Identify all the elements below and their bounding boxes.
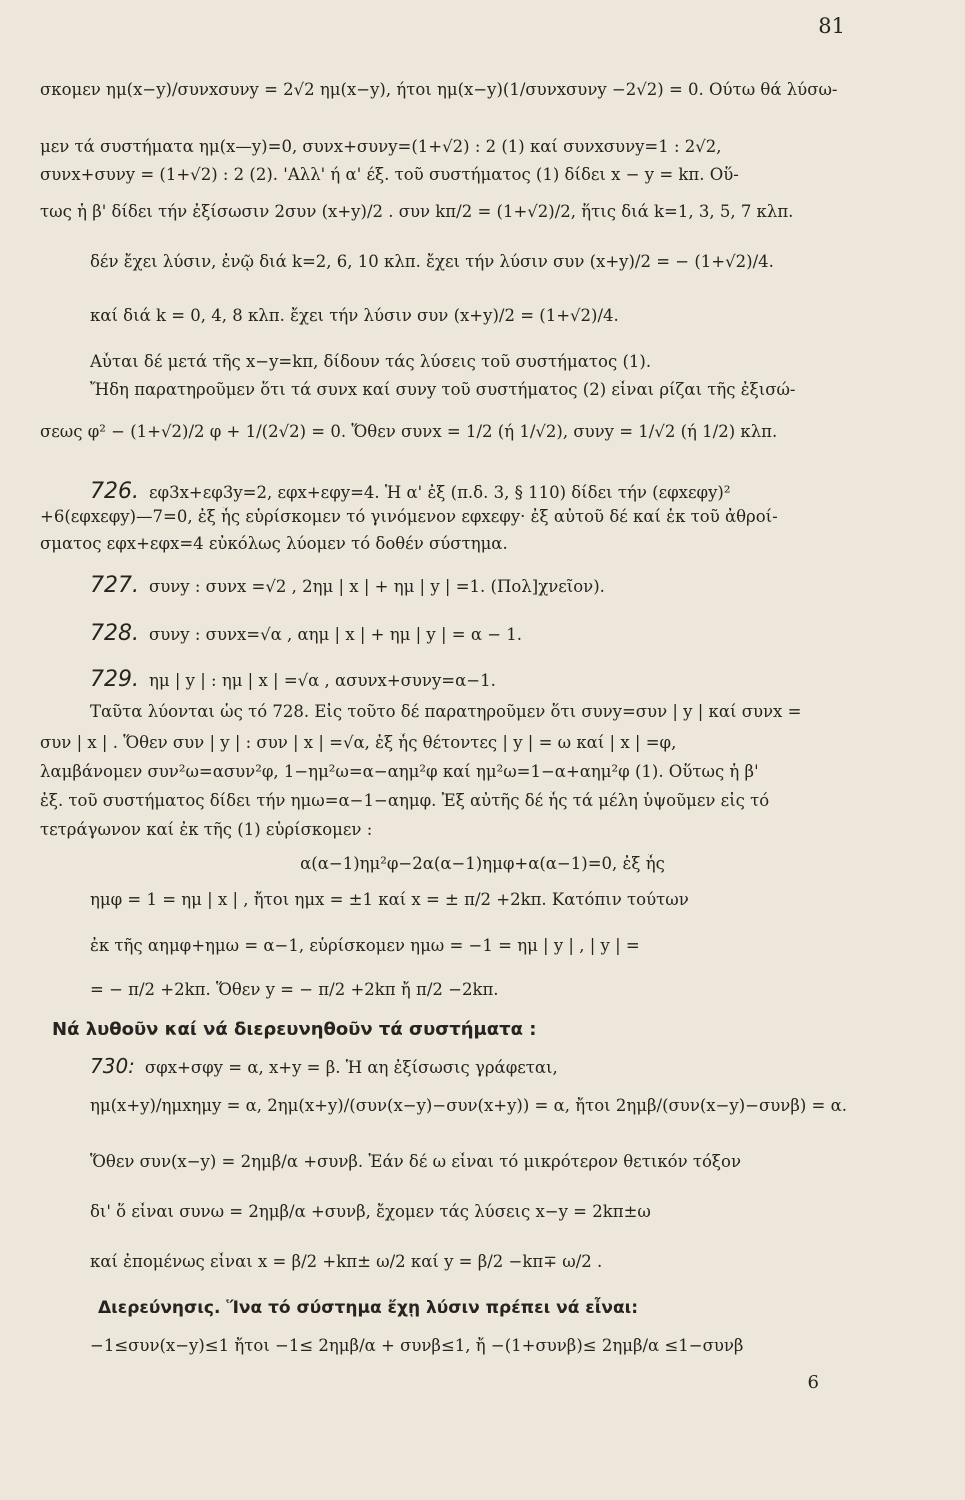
discussion-heading: Διερεύνησις. Ἵνα τό σύστημα ἔχῃ λύσιν πρέπει νά εἶναι:	[98, 1298, 639, 1318]
exercise-729	[90, 666, 905, 694]
equation-line: ημ(x+y)/ημxημy = α, 2ημ(x+y)/(συν(x−y)−συν(x+y)) = α, ἤτοι 2ημβ/(συν(x−y)−συνβ) = α.	[90, 1096, 848, 1115]
page-number-top: 81	[818, 14, 845, 38]
text-line: συνy : συνx=√α , αημ | x | + ημ | y | = α − 1.	[148, 625, 523, 644]
exercise-number: 726.	[90, 479, 139, 504]
text-line: ἐκ τῆς αημφ+ημω = α−1, εὑρίσκομεν ημω = −1 = ημ | y | , | y | =	[90, 936, 640, 955]
text-line: Ἤδη παρατηροῦμεν ὅτι τά συνx καί συνy τοῦ συστήματος (2) εἶναι ρίζαι τῆς ἐξισώ-	[90, 380, 796, 399]
exercise-number: 729.	[90, 667, 139, 692]
text-line: σεως φ² − (1+√2)/2 φ + 1/(2√2) = 0. Ὅθεν συνx = 1/2 (ή 1/√2), συνy = 1/√2 (ή 1/2) κλπ.	[40, 422, 778, 441]
text-line: μεν τά συστήματα ημ(x—y)=0, συνx+συνy=(1+√2) : 2 (1) καί συνxσυνy=1 : 2√2,	[40, 137, 722, 156]
exercise-727	[90, 572, 905, 600]
text-line: +6(εφxεφy)—7=0, ἐξ ἧς εὑρίσκομεν τό γινόμενον εφxεφy· ἐξ αὐτοῦ δέ καί ἐκ τοῦ ἀθροί-	[40, 507, 778, 526]
text-line: σφx+σφy = α, x+y = β. Ἡ αη ἐξίσωσις γράφεται,	[144, 1058, 558, 1077]
exercise-726	[90, 478, 905, 506]
text-line: δι' ὅ εἶναι συνω = 2ημβ/α +συνβ, ἔχομεν τάς λύσεις x−y = 2kπ±ω	[90, 1202, 651, 1221]
text-line: ἐξ. τοῦ συστήματος δίδει τήν ημω=α−1−αημφ. Ἐξ αὐτῆς δέ ἧς τά μέλη ὑψοῦμεν εἰς τό	[40, 791, 770, 810]
text-line: −1≤συν(x−y)≤1 ἤτοι −1≤ 2ημβ/α + συνβ≤1, ἤ −(1+συνβ)≤ 2ημβ/α ≤1−συνβ	[90, 1336, 744, 1355]
text-line: Αὗται δέ μετά τῆς x−y=kπ, δίδουν τάς λύσεις τοῦ συστήματος (1).	[90, 352, 652, 371]
text-line: ημ | y | : ημ | x | =√α , ασυνx+συνy=α−1.	[148, 671, 496, 690]
text-line: δέν ἔχει λύσιν, ἐνῷ διά k=2, 6, 10 κλπ. ἔχει τήν λύσιν συν (x+y)/2 = − (1+√2)/4.	[90, 252, 774, 271]
text-line: καί ἐπομένως εἶναι x = β/2 +kπ± ω/2 καί y = β/2 −kπ∓ ω/2 .	[90, 1252, 603, 1271]
text-line: συν | x | . Ὅθεν συν | y | : συν | x | =√α, ἐξ ἧς θέτοντες | y | = ω καί | x | =φ,	[40, 733, 677, 752]
text-line: εφ3x+εφ3y=2, εφx+εφy=4. Ἡ α' ἐξ (π.δ. 3, § 110) δίδει τήν (εφxεφy)²	[148, 483, 731, 502]
text-line: λαμβάνομεν συν²ω=ασυν²φ, 1−ημ²ω=α−αημ²φ καί ημ²ω=1−α+αημ²φ (1). Οὕτως ἡ β'	[40, 762, 759, 781]
exercise-728	[90, 620, 905, 648]
page-number-bottom: 6	[807, 1372, 819, 1393]
text-line: = − π/2 +2kπ. Ὅθεν y = − π/2 +2kπ ἤ π/2 −2kπ.	[90, 980, 499, 999]
section-heading: Νά λυθοῦν καί νά διερευνηθοῦν τά συστήματα :	[52, 1019, 537, 1040]
exercise-number: 730:	[90, 1054, 135, 1078]
text-line: συνx+συνy = (1+√2) : 2 (2). 'Αλλ' ή α' έξ. τοῦ συστήματος (1) δίδει x − y = kπ. Οὕ-	[40, 165, 739, 184]
exercise-number: 728.	[90, 621, 139, 646]
text-line: Ταῦτα λύονται ὡς τό 728. Εἰς τοῦτο δέ παρατηροῦμεν ὅτι συνy=συν | y | καί συνx =	[90, 702, 802, 721]
text-line: τετράγωνον καί ἐκ τῆς (1) εὑρίσκομεν :	[40, 820, 373, 839]
equation-line: α(α−1)ημ²φ−2α(α−1)ημφ+α(α−1)=0, ἐξ ἧς	[300, 854, 665, 873]
text-line: τως ἡ β' δίδει τήν ἐξίσωσιν 2συν (x+y)/2 . συν kπ/2 = (1+√2)/2, ἥτις διά k=1, 3, 5, 7 κλπ.	[40, 202, 794, 221]
exercise-730	[90, 1054, 905, 1079]
text-line: Ὅθεν συν(x−y) = 2ημβ/α +συνβ. Ἐάν δέ ω εἶναι τό μικρότερον θετικόν τόξον	[90, 1152, 741, 1171]
text-line: σματος εφx+εφx=4 εὐκόλως λύομεν τό δοθέν σύστημα.	[40, 534, 508, 553]
text-line: καί διά k = 0, 4, 8 κλπ. ἔχει τήν λύσιν συν (x+y)/2 = (1+√2)/4.	[90, 306, 619, 325]
exercise-number: 727.	[90, 573, 139, 598]
text-line: συνy : συνx =√2 , 2ημ | x | + ημ | y | =1. (Πολ]χνεῖον).	[148, 577, 605, 596]
text-line: σκομεν ημ(x−y)/συνxσυνy = 2√2 ημ(x−y), ήτοι ημ(x−y)(1/συνxσυνy −2√2) = 0. Ούτω θά λύσω-	[40, 80, 838, 99]
text-line: ημφ = 1 = ημ | x | , ἤτοι ημx = ±1 καί x = ± π/2 +2kπ. Κατόπιν τούτων	[90, 890, 689, 909]
